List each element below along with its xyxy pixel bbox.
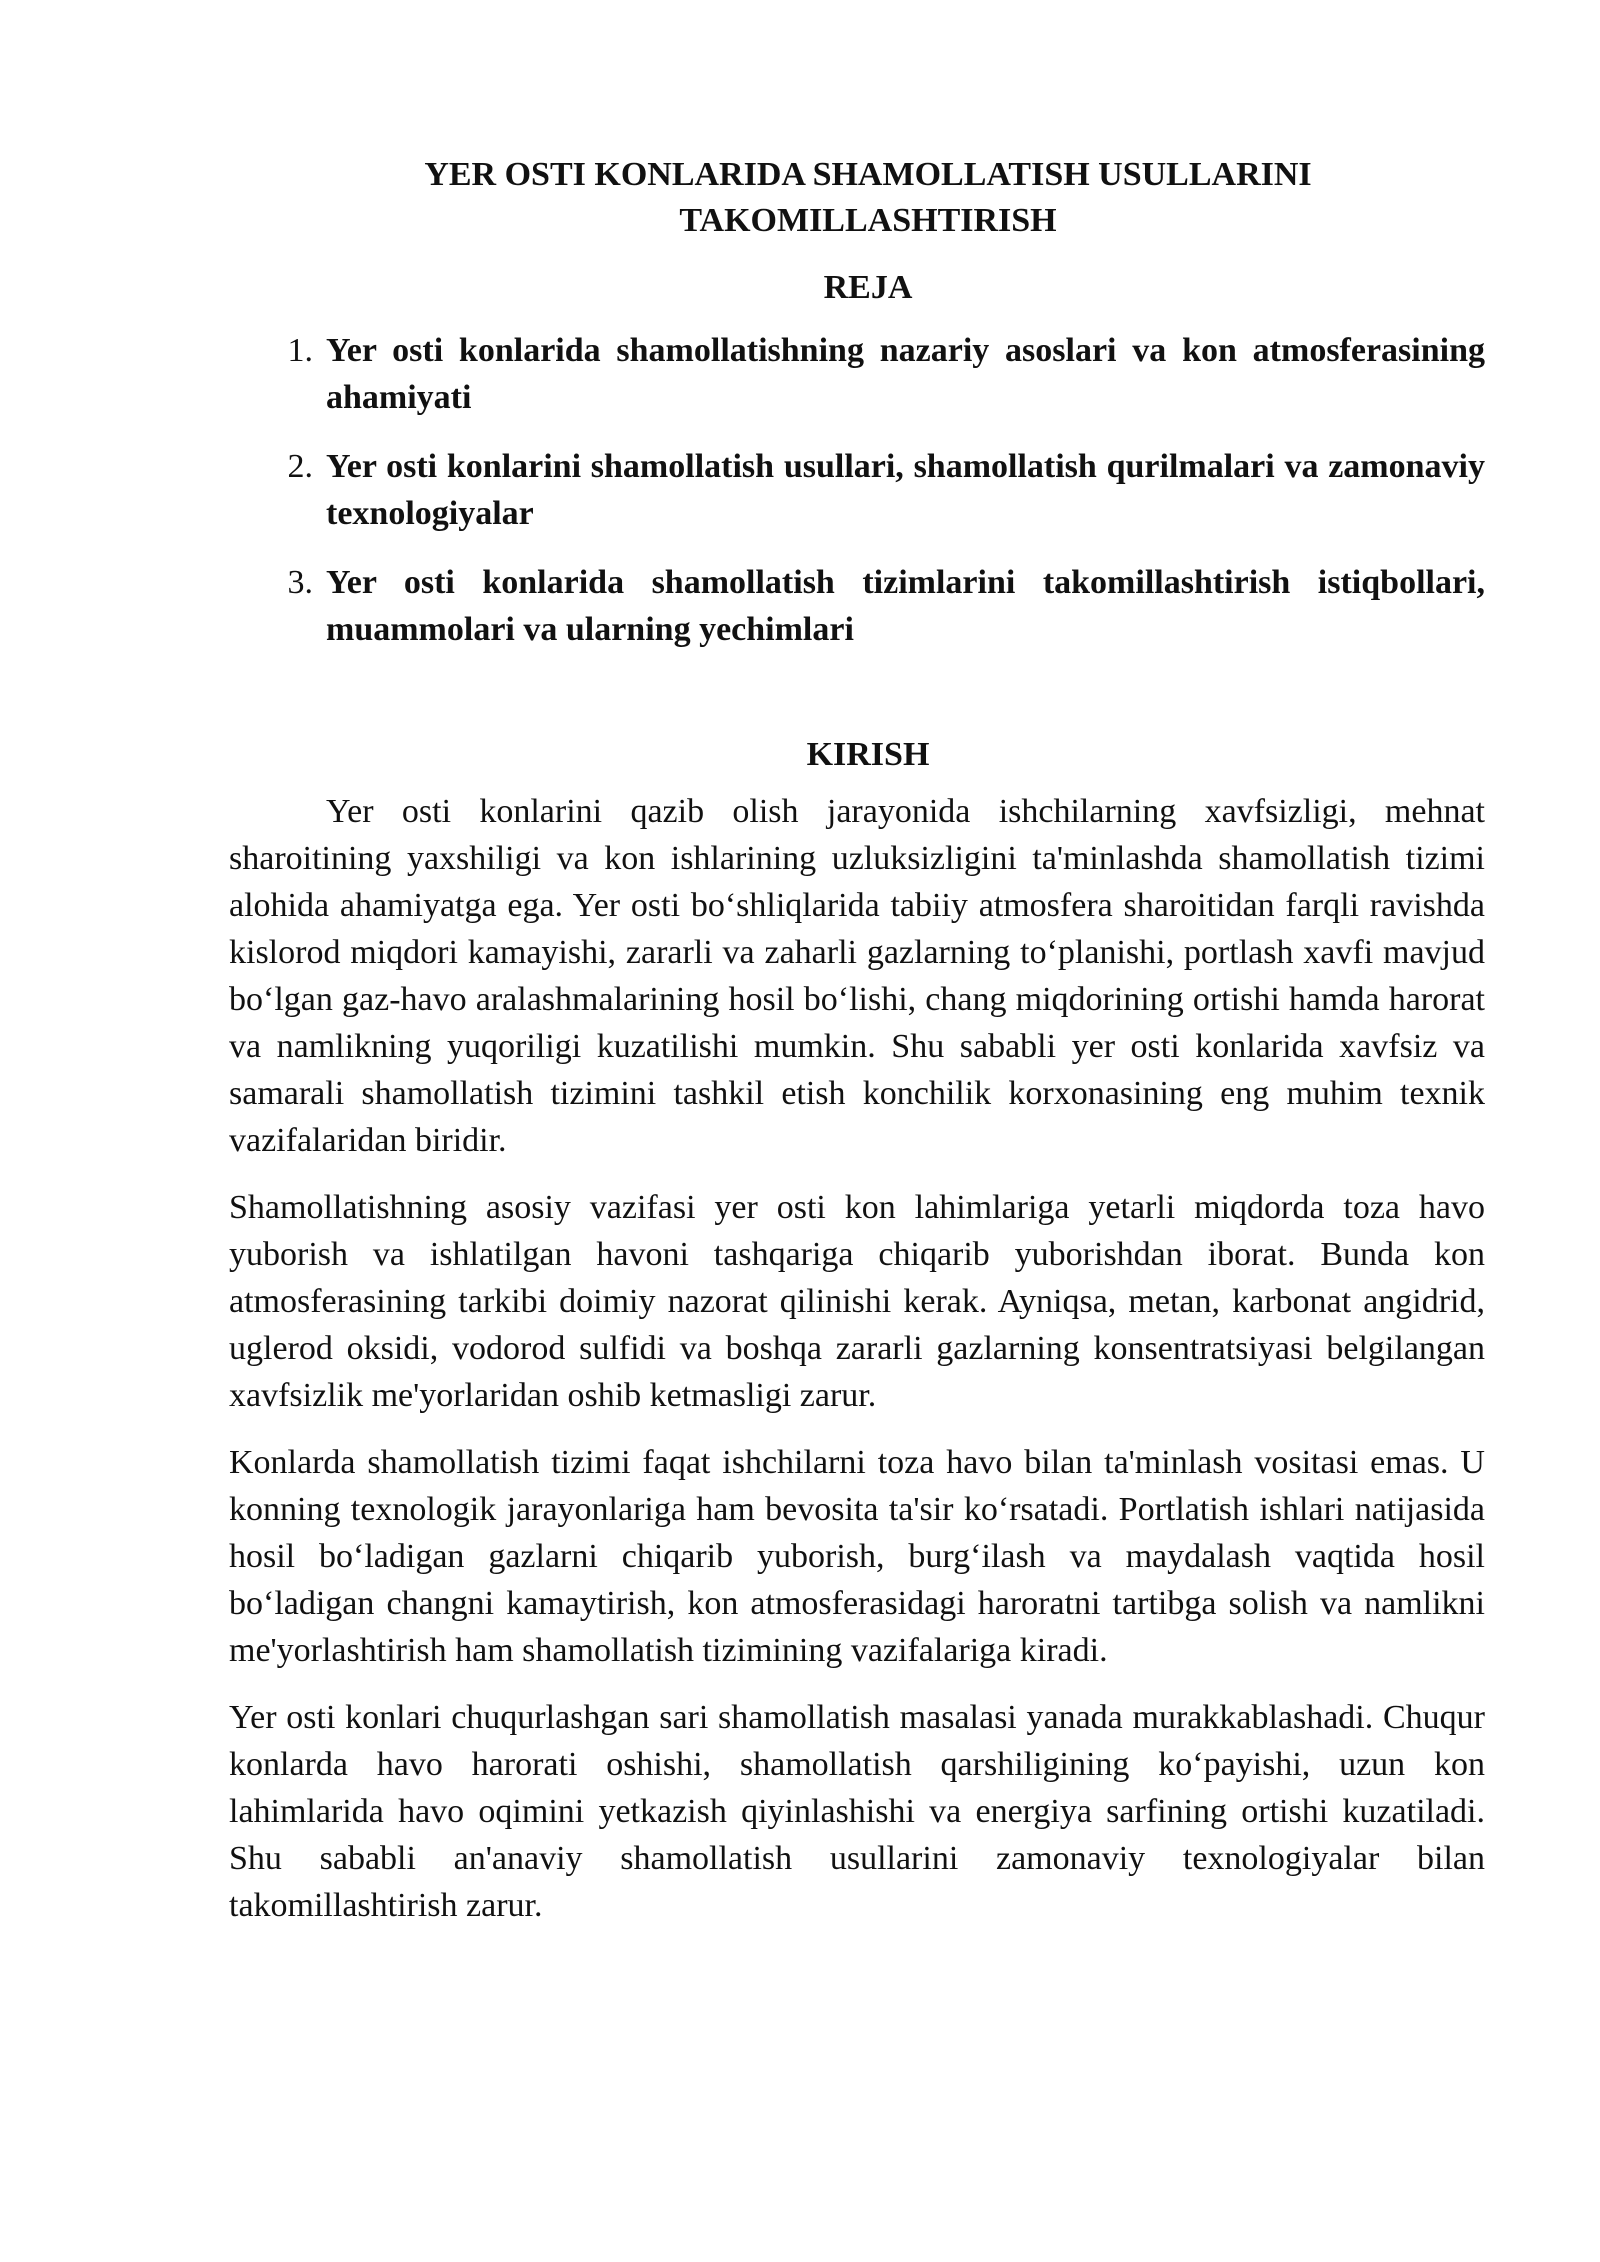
plan-item-number: 3.	[287, 564, 313, 601]
plan-item-text: Yer osti konlarida shamollatishning nazariy asoslari va kon atmosferasining ahamiyati	[326, 332, 1485, 416]
plan-item-text: Yer osti konlarida shamollatish tizimlarini takomillashtirish istiqbollari, muammolari va ularning yechimlari	[326, 564, 1485, 648]
plan-item-1	[229, 327, 1485, 421]
intro-paragraph-4: Yer osti konlari chuqurlashgan sari shamollatish masalasi yanada murakkablashadi. Chuqur konlarda havo harorati oshishi, shamollatish qarshiligining ko‘payishi, uzun kon lahimlarida havo oqimini yetkazish qiyinlashishi va energiya sarfining ortishi kuzatiladi. Shu sababli an'anaviy shamollatish usullarini zamonaviy texnologiyalar bilan takomillashtirish zarur.	[229, 1699, 1485, 1924]
document-title	[229, 152, 1485, 244]
plan-item-2	[229, 443, 1485, 537]
plan-item-number: 2.	[287, 448, 313, 485]
intro-paragraph-2: Shamollatishning asosiy vazifasi yer osti kon lahimlariga yetarli miqdorda toza havo yuborish va ishlatilgan havoni tashqariga chiqarib yuborishdan iborat. Bunda kon atmosferasining tarkibi doimiy nazorat qilinishi kerak. Ayniqsa, metan, karbonat angidrid, uglerod oksidi, vodorod sulfidi va boshqa zararli gazlarning konsentratsiyasi belgilangan xavfsizlik me'yorlaridan oshib ketmasligi zarur.	[229, 1189, 1485, 1414]
plan-item-text: Yer osti konlarini shamollatish usullari, shamollatish qurilmalari va zamonaviy texnologiyalar	[326, 448, 1485, 532]
document-title-line-2: TAKOMILLASHTIRISH	[679, 202, 1057, 239]
plan-list	[229, 327, 1485, 653]
intro-paragraph-1: Yer osti konlarini qazib olish jarayonida ishchilarning xavfsizligi, mehnat sharoitining yaxshiligi va kon ishlarining uzluksizligini ta'minlashda shamollatish tizimi alohida ahamiyatga ega. Yer osti bo‘shliqlarida tabiiy atmosfera sharoitidan farqli ravishda kislorod miqdori kamayishi, zararli va zaharli gazlarning to‘planishi, portlash xavfi mavjud bo‘lgan gaz-havo aralashmalarining hosil bo‘lishi, chang miqdorining ortishi hamda harorat va namlikning yuqoriligi kuzatilishi mumkin. Shu sababli yer osti konlarida xavfsiz va samarali shamollatish tizimini tashkil etish konchilik korxonasining eng muhim texnik vazifalaridan biridir.	[229, 793, 1485, 1159]
plan-item-number: 1.	[287, 332, 313, 369]
plan-heading: REJA	[823, 269, 913, 306]
document-title-line-1: YER OSTI KONLARIDA SHAMOLLATISH USULLARINI	[424, 156, 1312, 193]
intro-paragraph-3: Konlarda shamollatish tizimi faqat ishchilarni toza havo bilan ta'minlash vositasi emas. U konning texnologik jarayonlariga ham bevosita ta'sir ko‘rsatadi. Portlatish ishlari natijasida hosil bo‘ladigan gazlarni chiqarib yuborish, burg‘ilash va maydalash vaqtida hosil bo‘ladigan changni kamaytirish, kon atmosferasidagi haroratni tartibga solish va namlikni me'yorlashtirish ham shamollatish tizimining vazifalariga kiradi.	[229, 1444, 1485, 1669]
intro-heading: KIRISH	[806, 736, 930, 773]
plan-item-3	[229, 559, 1485, 653]
document-page	[229, 140, 1485, 1929]
